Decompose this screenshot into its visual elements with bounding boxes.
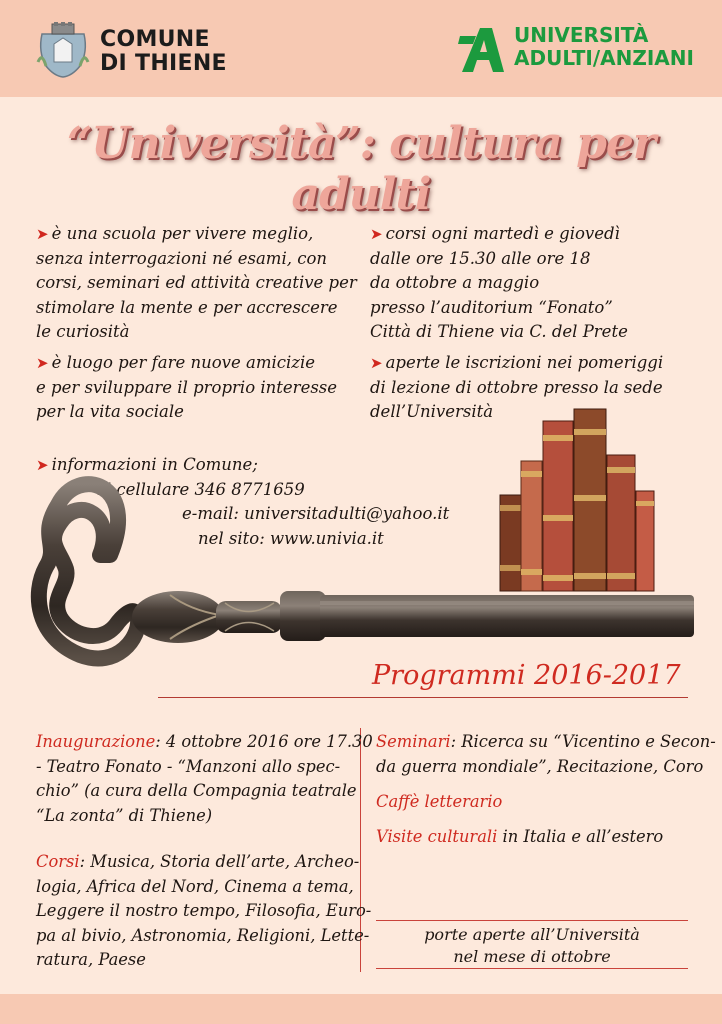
- seminari-text: : Ricerca su “Vicentino e Secon- da guerra mondiale”, Recitazione, Coro: [376, 732, 716, 776]
- left-bullet-1-text: è una scuola per vivere meglio, senza interrogazioni né esami, con corsi, seminari ed attività creative per stimolare la mente e per accrescere le curiosità: [36, 224, 357, 341]
- caffe-letterario-label: Caffè letterario: [376, 792, 503, 811]
- university-line2: ADULTI/ANZIANI: [514, 46, 694, 70]
- visite-text: in Italia e all’estero: [497, 827, 664, 846]
- visite-block: [376, 825, 663, 850]
- info-line4: nel sito: www.univia.it: [198, 529, 384, 548]
- info-line2: al cellulare 346 8771659: [96, 480, 305, 499]
- programmi-title: Programmi 2016-2017: [372, 660, 681, 691]
- right-bullet-2-text: aperte le iscrizioni nei pomeriggi di lezione di ottobre presso la sede dell’Università: [370, 353, 664, 421]
- visite-label: Visite culturali: [376, 827, 498, 846]
- corsi-block: [36, 850, 372, 973]
- comune-di-thiene-label: [100, 28, 227, 76]
- porte-line1: porte aperte all’Università: [424, 925, 640, 944]
- porte-line2: nel mese di ottobre: [453, 947, 611, 966]
- university-line1: UNIVERSITÀ: [514, 23, 649, 47]
- inaugurazione-label: Inaugurazione: [36, 732, 156, 751]
- porte-bottom-line: [376, 968, 688, 969]
- left-bullet-1: [36, 222, 356, 345]
- letter-a-logo-icon: [458, 24, 508, 74]
- programmi-divider: [158, 697, 688, 698]
- arrow-bullet-icon: ➤: [36, 354, 49, 372]
- seminari-block: [376, 730, 716, 779]
- corsi-label: Corsi: [36, 852, 80, 871]
- footer-band: [0, 994, 722, 1024]
- inaugurazione-block: [36, 730, 373, 828]
- arrow-bullet-icon: ➤: [370, 225, 383, 243]
- left-bullet-2-text: è luogo per fare nuove amicizie e per sviluppare il proprio interesse per la vita sociale: [36, 353, 338, 421]
- corsi-text: : Musica, Storia dell’arte, Archeo- logia, Africa del Nord, Cinema a tema, Leggere il nostro tempo, Filosofia, Euro- pa al bivio, Astronomia, Religioni, Lette- ratura, Paese: [36, 852, 372, 969]
- comune-line1: COMUNE: [100, 27, 210, 52]
- arrow-bullet-icon: ➤: [370, 354, 383, 372]
- inaugurazione-text: : 4 ottobre 2016 ore 17.30 - Teatro Fonato - “Manzoni allo spec- chio” (a cura della Compagnia teatrale “La zonta” di Thiene): [36, 732, 373, 825]
- right-bullet-1: [370, 222, 700, 345]
- porte-aperte-notice: [376, 924, 688, 968]
- header-band: [0, 0, 722, 97]
- right-bullet-1-text: corsi ogni martedì e giovedì dalle ore 15.30 alle ore 18 da ottobre a maggio presso l’auditorium “Fonato” Città di Thiene via C. del Prete: [370, 224, 628, 341]
- comune-line2: DI THIENE: [100, 51, 227, 76]
- info-line3: e-mail: universitadulti@yahoo.it: [182, 504, 450, 523]
- arrow-bullet-icon: ➤: [36, 456, 49, 474]
- info-line1-text: informazioni in Comune;: [51, 455, 258, 474]
- porte-top-line: [376, 920, 688, 921]
- arrow-bullet-icon: ➤: [36, 225, 49, 243]
- main-title: “Università”: cultura per adulti: [66, 118, 656, 220]
- seminari-label: Seminari: [376, 732, 451, 751]
- old-books-image: [500, 409, 654, 591]
- coat-of-arms-icon: [36, 22, 90, 78]
- university-name-label: [514, 24, 694, 70]
